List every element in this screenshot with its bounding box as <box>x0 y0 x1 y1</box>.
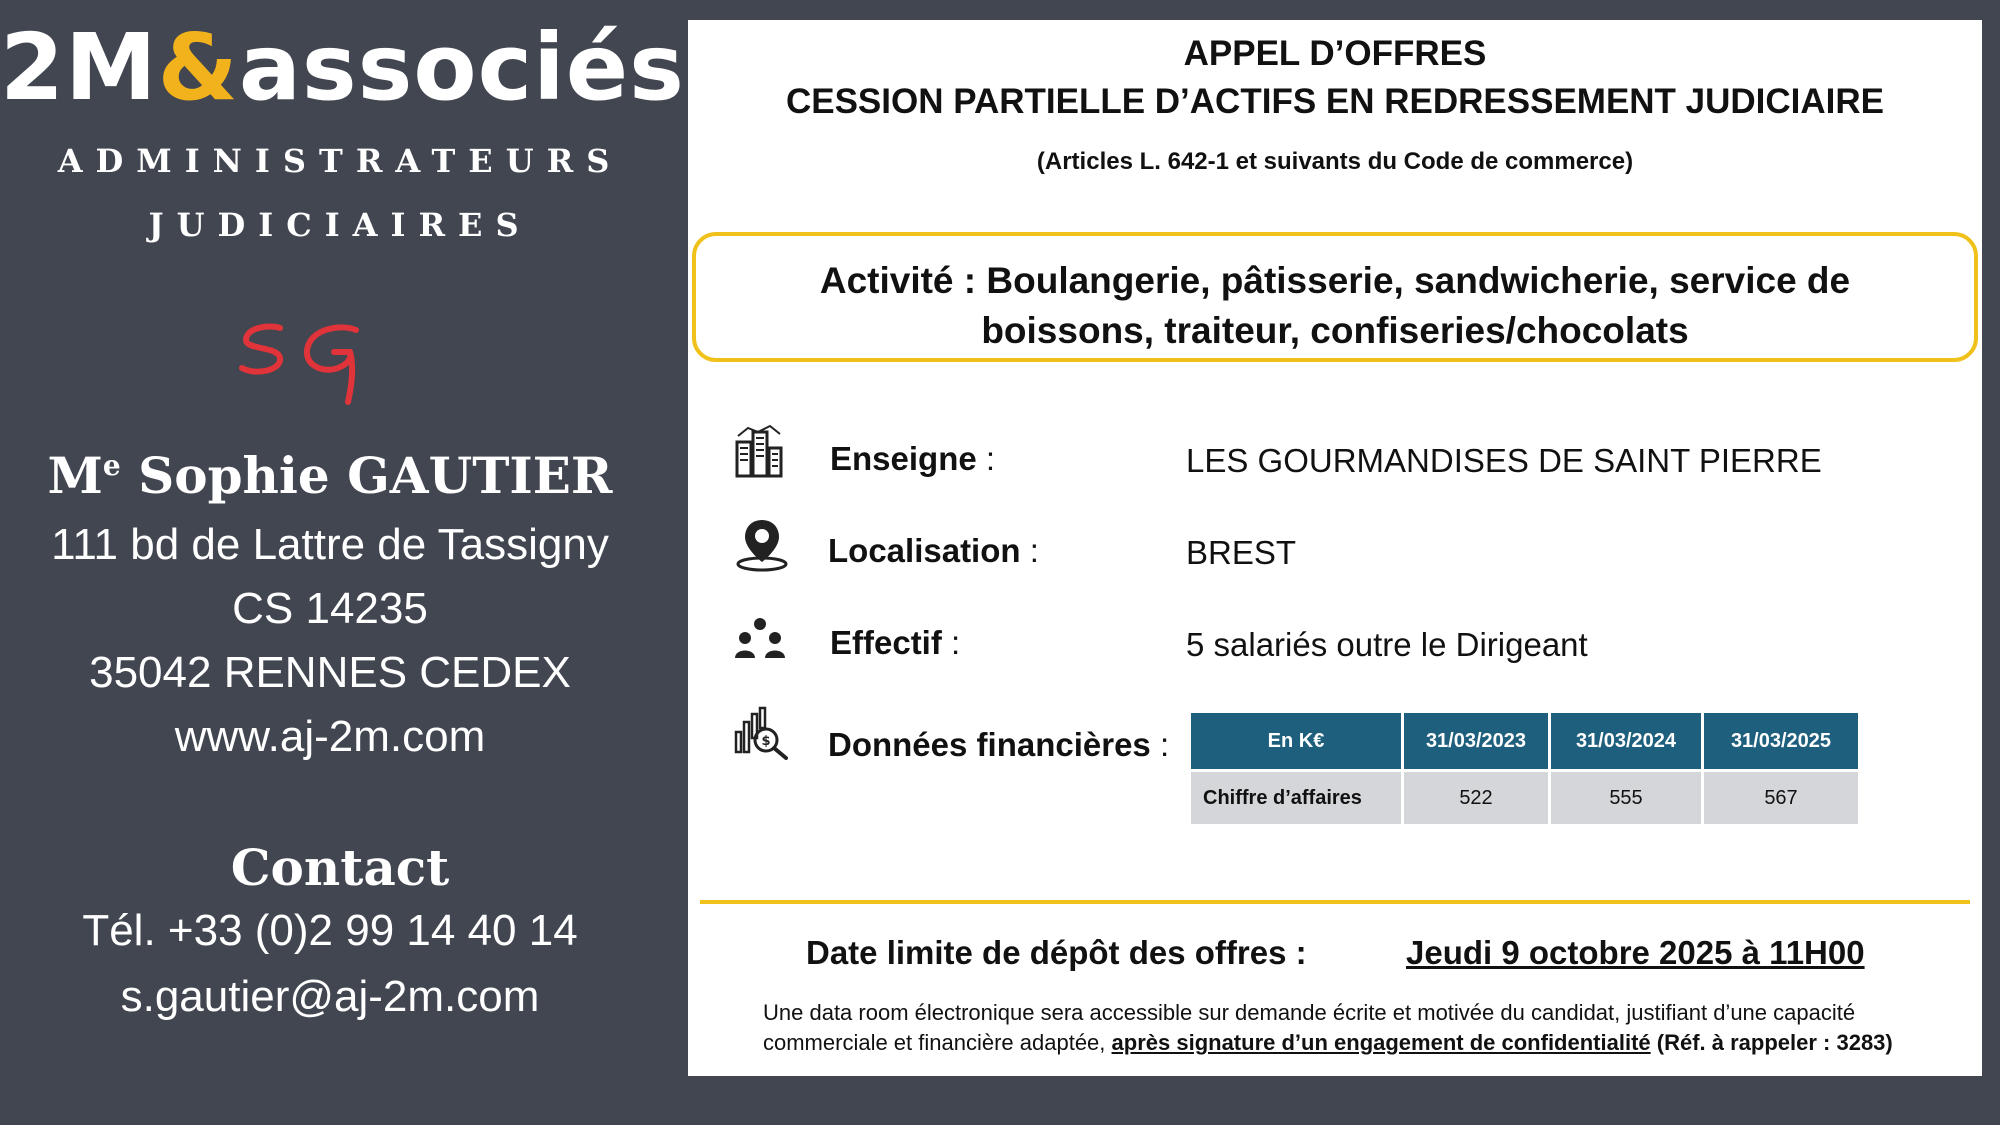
address-line-3: 35042 RENNES CEDEX <box>89 648 571 697</box>
table-cell: 555 <box>1551 772 1701 824</box>
legal-articles: (Articles L. 642-1 et suivants du Code de commerce) <box>1036 148 1634 175</box>
enseigne-value: LES GOURMANDISES DE SAINT PIERRE <box>1186 442 1822 479</box>
effectif-label: Effectif : <box>830 624 961 661</box>
brand-tagline-line2: JUDICIAIRES <box>148 206 532 244</box>
localisation-value: BREST <box>1186 534 1297 571</box>
notice-title-line2: CESSION PARTIELLE D’ACTIFS EN REDRESSEMENT JUDICIAIRE <box>785 82 1885 121</box>
activity-line2: boissons, traiteur, confiseries/chocolats <box>981 310 1689 351</box>
contact-phone[interactable]: Tél. +33 (0)2 99 14 40 14 <box>82 906 578 955</box>
data-room-note-line1: Une data room électronique sera accessible sur demande écrite et motivée du candidat, justifiant d’une capacité <box>763 1000 1856 1025</box>
administrator-name: Me Sophie GAUTIER <box>47 446 613 505</box>
table-cell: 522 <box>1404 772 1548 824</box>
notice-title-line1: APPEL D’OFFRES <box>1183 34 1487 73</box>
financial-label: Données financières : <box>828 726 1170 763</box>
data-room-note-line2: commerciale et financière adaptée, après signature d’un engagement de confidentialité (Réf. à rappeler : 3283) <box>763 1030 1893 1055</box>
svg-text:$: $ <box>761 734 771 749</box>
brand-tagline-line1: ADMINISTRATEURS <box>57 142 623 180</box>
deadline-value: Jeudi 9 octobre 2025 à 11H00 <box>1406 934 1865 971</box>
table-header-date: 31/03/2025 <box>1704 713 1858 769</box>
table-header-unit: En K€ <box>1191 713 1401 769</box>
financial-analysis-icon <box>734 706 790 760</box>
activity-box <box>692 232 1978 362</box>
team-icon <box>734 616 786 660</box>
contact-email[interactable]: s.gautier@aj-2m.com <box>120 972 540 1021</box>
table-header-date: 31/03/2023 <box>1404 713 1548 769</box>
brand-ampersand: & <box>157 14 239 121</box>
table-row <box>1191 772 1858 824</box>
table-header-row <box>1191 713 1858 769</box>
localisation-label: Localisation : <box>828 532 1039 569</box>
buildings-icon <box>734 424 784 478</box>
effectif-value: 5 salariés outre le Dirigeant <box>1186 626 1588 663</box>
table-cell: 567 <box>1704 772 1858 824</box>
table-row-label: Chiffre d’affaires <box>1191 772 1401 824</box>
left-panel <box>0 0 685 1125</box>
contact-heading: Contact <box>230 838 450 897</box>
brand-logo <box>0 14 685 121</box>
initials-signature-icon <box>238 318 388 408</box>
deadline-label: Date limite de dépôt des offres : <box>806 934 1307 971</box>
address-line-2: CS 14235 <box>232 584 428 633</box>
financial-table <box>1188 710 1861 827</box>
location-pin-icon <box>734 516 790 572</box>
website-link[interactable]: www.aj-2m.com <box>174 712 486 761</box>
separator <box>700 900 1970 904</box>
notice-card <box>688 20 1982 1076</box>
table-header-date: 31/03/2024 <box>1551 713 1701 769</box>
brand-part1: 2M <box>0 14 158 121</box>
enseigne-label: Enseigne : <box>830 440 996 477</box>
brand-part2: associés <box>238 14 685 121</box>
activity-line1: Activité : Boulangerie, pâtisserie, sandwicherie, service de <box>819 260 1851 301</box>
address-line-1: 111 bd de Lattre de Tassigny <box>51 520 609 569</box>
